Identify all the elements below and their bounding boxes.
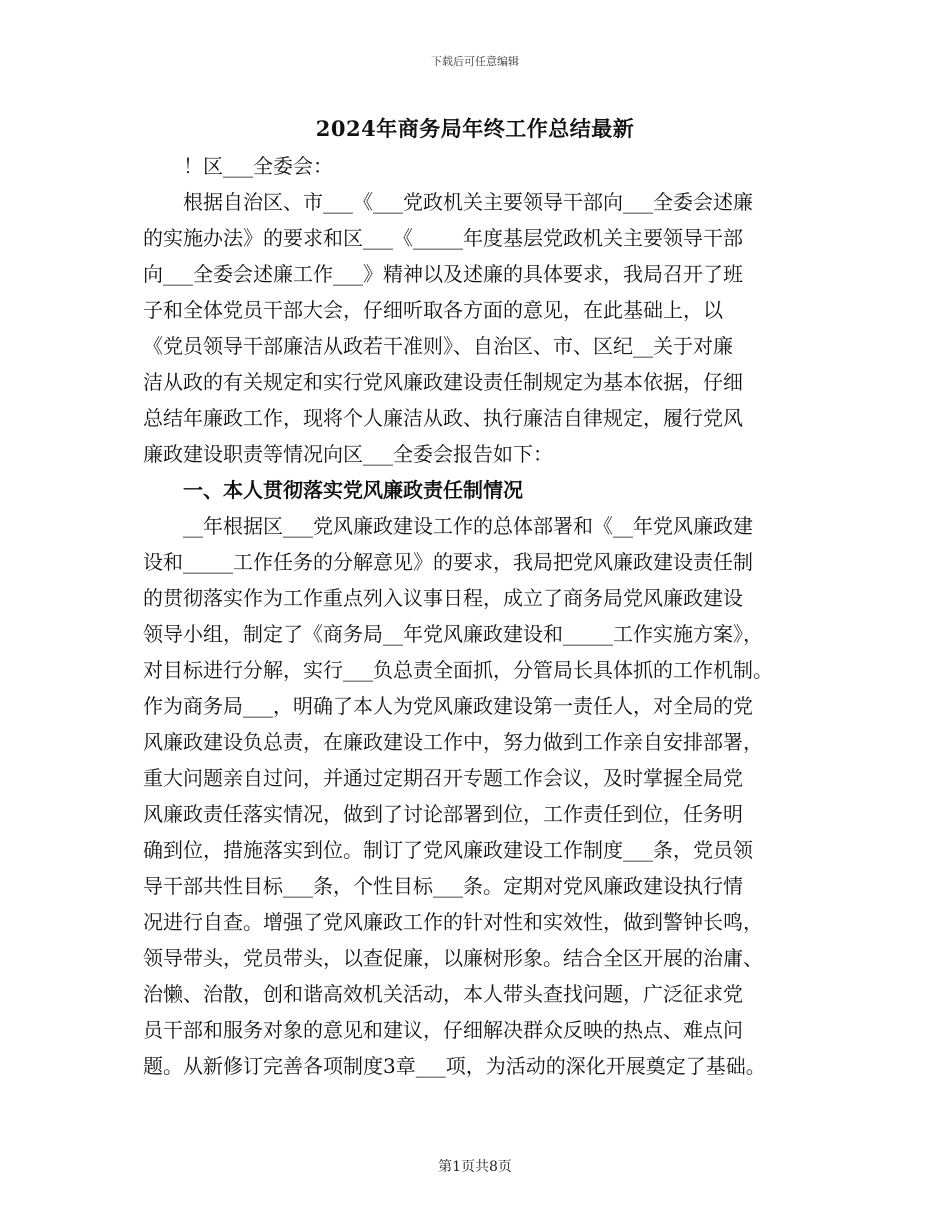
text-line: 的实施办法》的要求和区___《_____年度基层党政机关主要领导干部 [143, 226, 743, 250]
text-line: 廉政建设职责等情况向区___全委会报告如下： [143, 442, 553, 466]
page-number: 第1页共8页 [438, 1159, 512, 1175]
text-line: 员干部和服务对象的意见和建议，仔细解决群众反映的热点、难点问 [143, 1018, 743, 1042]
text-line: 设和_____工作任务的分解意见》的要求，我局把党风廉政建设责任制 [143, 550, 753, 574]
document-title: 2024年商务局年终工作总结最新 [315, 116, 635, 141]
text-line: 《党员领导干部廉洁从政若干准则》、自治区、市、区纪__关于对廉 [143, 334, 733, 358]
text-line: 题。从新修订完善各项制度3章___项，为活动的深化开展奠定了基础。 [143, 1054, 766, 1078]
text-line: 根据自治区、市___《___党政机关主要领导干部向___全委会述廉 [183, 190, 753, 214]
text-line: 况进行自查。增强了党风廉政工作的针对性和实效性，做到警钟长鸣， [143, 910, 763, 934]
page-header: 下载后可任意编辑 [431, 55, 519, 68]
text-line: 风廉政责任落实情况，做到了讨论部署到位，工作责任到位，任务明 [143, 802, 743, 826]
text-line: 总结年廉政工作，现将个人廉洁从政、执行廉洁自律规定，履行党风 [143, 406, 743, 430]
text-line: 的贯彻落实作为工作重点列入议事日程，成立了商务局党风廉政建设 [143, 586, 743, 610]
text-line: 领导带头，党员带头，以查促廉，以廉树形象。结合全区开展的治庸、 [143, 946, 763, 970]
text-line: 领导小组，制定了《商务局__年党风廉政建设和_____工作实施方案》， [143, 622, 763, 646]
text-line: 作为商务局___，明确了本人为党风廉政建设第一责任人，对全局的党 [143, 694, 753, 718]
text-line: 洁从政的有关规定和实行党风廉政建设责任制规定为基本依据，仔细 [143, 370, 743, 394]
text-line: 风廉政建设负总责，在廉政建设工作中，努力做到工作亲自安排部署， [143, 730, 763, 754]
section-heading: 一、本人贯彻落实党风廉政责任制情况 [183, 478, 523, 502]
text-line: 确到位，措施落实到位。制订了党风廉政建设工作制度___条，党员领 [143, 838, 753, 862]
paragraph-1 [143, 184, 809, 472]
text-line: 子和全体党员干部大会，仔细听取各方面的意见，在此基础上，以 [143, 298, 723, 322]
salutation: ！区___全委会： [183, 154, 333, 178]
text-line: 重大问题亲自过问，并通过定期召开专题工作会议，及时掌握全局党 [143, 766, 743, 790]
document-body [143, 148, 809, 1084]
text-line: 向___全委会述廉工作___》精神以及述廉的具体要求，我局召开了班 [143, 262, 743, 286]
text-line: 治懒、治散，创和谐高效机关活动，本人带头查找问题，广泛征求党 [143, 982, 743, 1006]
text-line: 导干部共性目标___条，个性目标___条。定期对党风廉政建设执行情 [143, 874, 743, 898]
paragraph-2 [143, 508, 809, 1084]
text-line: 对目标进行分解，实行___负总责全面抓，分管局长具体抓的工作机制。 [143, 658, 773, 682]
text-line: __年根据区___党风廉政建设工作的总体部署和《__年党风廉政建 [183, 514, 753, 538]
